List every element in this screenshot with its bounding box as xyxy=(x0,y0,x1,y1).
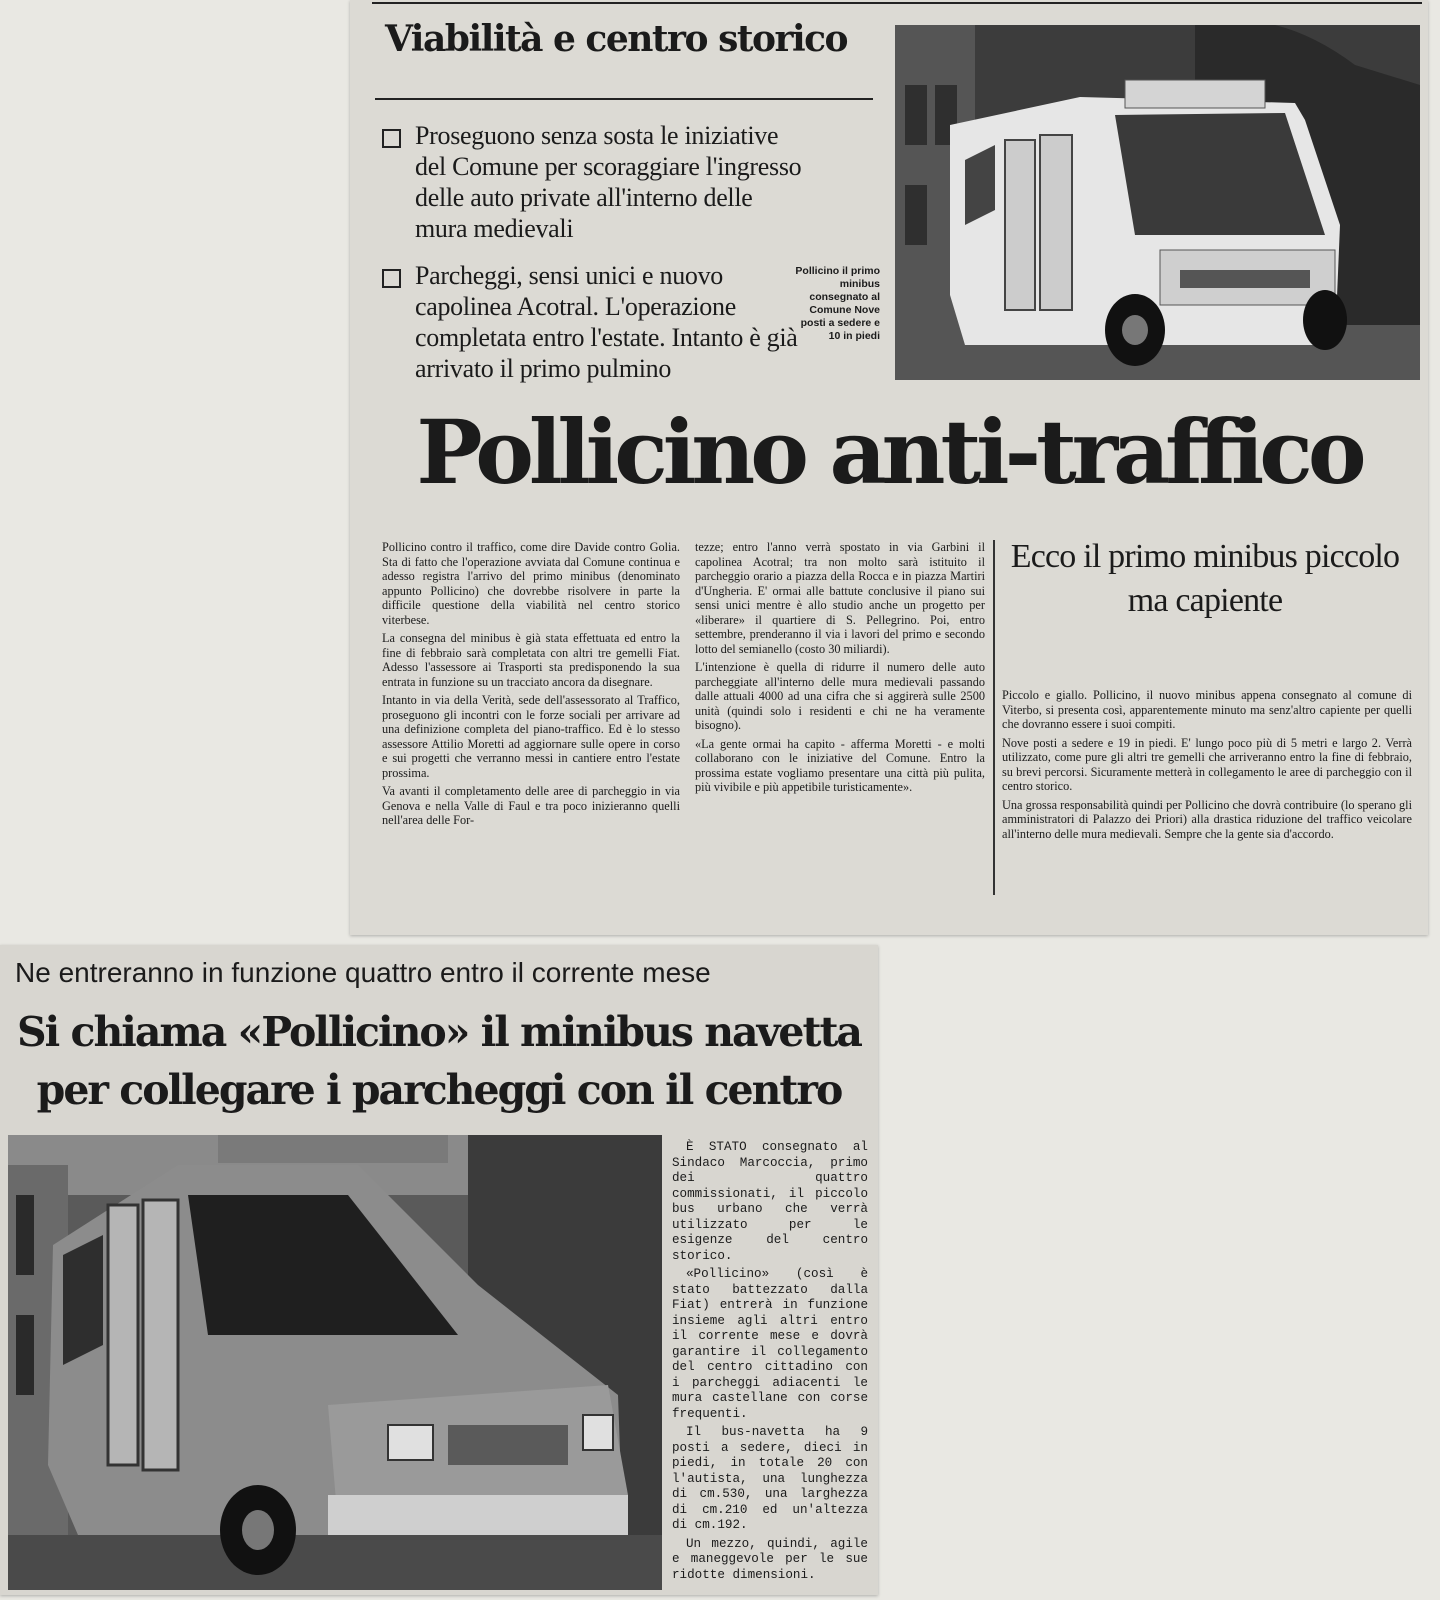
minibus-photo-image xyxy=(895,25,1420,380)
checkbox-square-icon xyxy=(382,269,401,288)
bullet-text: Proseguono senza sosta le iniziative del Comune per scoraggiare l'ingresso delle auto private all'interno delle mura medievali xyxy=(415,121,802,243)
bottom-headline-line-2: per collegare i parcheggi con il centro xyxy=(36,1066,842,1114)
bottom-headline xyxy=(0,1003,878,1119)
top-rule xyxy=(372,2,1422,4)
paragraph: Un mezzo, quindi, agile e maneggevole per le sue ridotte dimensioni. xyxy=(672,1536,868,1582)
minibus-photo-large xyxy=(8,1135,662,1590)
photo-caption: Pollicino il primo minibus consegnato al Comune Nove posti a sedere e 10 in piedi xyxy=(795,265,880,342)
section-kicker: Viabilità e centro storico xyxy=(385,18,848,60)
paragraph: Piccolo e giallo. Pollicino, il nuovo minibus appena consegnato al comune di Viterbo, si presenta così, apparentemente minuto ma senz'altro capiente per quelli che dovranno essere i suoi compiti. xyxy=(1002,688,1412,731)
kicker-rule xyxy=(375,98,873,100)
top-newspaper-clipping xyxy=(350,0,1428,935)
paragraph: L'intenzione è quella di ridurre il numero delle auto parcheggiate all'interno delle mura medievali passando dalle attuali 4000 ad una cifra che si aggirerà sulle 2500 unità (quindi solo i residenti e chi ne ha veramente bisogno). xyxy=(695,660,985,732)
paragraph: Una grossa responsabilità quindi per Pollicino che dovrà contribuire (lo sperano gli amministratori di Palazzo dei Priori) alla drastica riduzione del traffico veicolare all'interno delle mura medievali. Sempre che la gente sia d'accordo. xyxy=(1002,797,1412,841)
paragraph: Va avanti il completamento delle aree di parcheggio in via Genova e nella Valle di Faul e tra poco inizieranno quelli nell'area delle For- xyxy=(382,784,680,827)
minibus-photo-large-image xyxy=(8,1135,662,1590)
column-divider xyxy=(993,540,995,895)
paragraph: «La gente ormai ha capito - afferma Moretti - e molti collaborano con le iniziative del Comune. Entro la prossima estate vogliamo presentare una città più pulita, più vivibile e più appetibile turisticamente». xyxy=(695,736,985,794)
paragraph: «Pollicino» (così è stato battezzato dalla Fiat) entrerà in funzione insieme agli altri entro il corrente mese e dovrà garantire il collegamento del centro cittadino con i parcheggi adiacenti le mura castellane con corse frequenti. xyxy=(672,1267,868,1421)
article-column-3 xyxy=(1002,688,1412,845)
paragraph: Nove posti a sedere e 19 in piedi. E' lungo poco più di 5 metri e largo 2. Verrà utilizzato, come pure gli altri tre gemelli che arriveranno entro la fine di febbraio, su brevi percorsi. Sicuramente metterà in collegamento le aree di parcheggio con il centro storico. xyxy=(1002,735,1412,793)
bottom-kicker: Ne entreranno in funzione quattro entro il corrente mese xyxy=(15,957,711,988)
article-column-2 xyxy=(695,540,985,799)
paragraph: tezze; entro l'anno verrà spostato in via Garbini il capolinea Acotral; tra non molto sarà istituito il parcheggio orario a piazza della Rocca e in piazza Martiri d'Ungheria. E' ormai alle battute conclusive il piano sui sensi unici mentre è allo studio anche un progetto per «liberare» il quartiere di S. Pellegrino. Poi, entro settembre, prenderanno il via i lavori del primo e secondo lotto del semianello (costo 30 miliardi). xyxy=(695,540,985,656)
summary-bullet xyxy=(382,260,802,384)
paragraph: Pollicino contro il traffico, come dire Davide contro Golia. Sta di fatto che l'operazione avviata dal Comune continua e adesso registra l'arrivo del primo minibus (denominato appunto Pollicino) che dovrebbe risolvere in parte la difficile questione della viabilità nel centro storico viterbese. xyxy=(382,540,680,627)
paragraph: Intanto in via della Verità, sede dell'assessorato al Traffico, proseguono gli incontri con le forze sociali per arrivare ad una definizione completa del piano-traffico. Ed è lo stesso assessore Attilio Moretti ad aggiornare sulle opere in corso e sui progetti che verranno messi in cantiere entro l'estate prossima. xyxy=(382,693,680,780)
bottom-article-column xyxy=(672,1140,868,1586)
main-headline: Pollicino anti-traffico xyxy=(416,400,1362,504)
paragraph: La consegna del minibus è già stata effettuata ed entro la fine di febbraio sarà completata con altri tre gemelli Fiat. Adesso l'assessore ai Trasporti sta predisponendo la sua entrata in funzione su un tracciato ancora da disegnare. xyxy=(382,631,680,689)
summary-bullets xyxy=(382,120,802,400)
side-headline: Ecco il primo minibus piccolo ma capiente xyxy=(1010,538,1400,619)
summary-bullet xyxy=(382,120,802,244)
paragraph: È STATO consegnato al Sindaco Marcoccia, primo dei quattro commissionati, il piccolo bus urbano che verrà utilizzato per le esigenze del centro storico. xyxy=(672,1140,868,1263)
paragraph: Il bus-navetta ha 9 posti a sedere, dieci in piedi, in totale 20 con l'autista, una lunghezza di cm.530, una larghezza di cm.210 ed un'altezza di cm.192. xyxy=(672,1425,868,1532)
article-column-1 xyxy=(382,540,680,832)
checkbox-square-icon xyxy=(382,129,401,148)
bottom-newspaper-clipping xyxy=(0,945,878,1595)
bullet-text: Parcheggi, sensi unici e nuovo capolinea Acotral. L'operazione completata entro l'estate. Intanto è già arrivato il primo pulmino xyxy=(415,261,798,383)
bottom-headline-line-1: Si chiama «Pollicino» il minibus navetta xyxy=(17,1008,861,1056)
minibus-photo xyxy=(895,25,1420,380)
